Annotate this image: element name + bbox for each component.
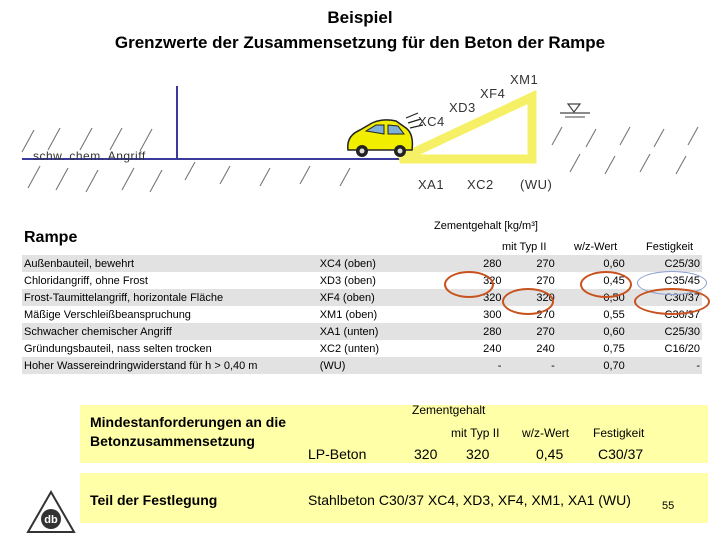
header-wz: w/z-Wert [574,241,618,253]
exposure-label-xd3: XD3 [449,100,476,115]
min-requirements-label-1: Mindestanforderungen an die [90,414,287,430]
exposure-label-xf4: XF4 [480,86,506,101]
summary-header-wz: w/z-Wert [522,426,570,440]
ramp-diagram [0,0,720,220]
car-icon [348,113,423,157]
exposure-label-xc2: XC2 [467,177,494,192]
table-row: Schwacher chemischer Angriff XA1 (unten) 280 270 0,60 C25/30 [22,323,702,340]
water-level-icon [568,104,580,112]
summary-wz-value: 0,45 [536,446,564,462]
exposure-label-xc4: XC4 [418,114,445,129]
svg-text:db: db [44,514,58,526]
highlight-ring-festigkeit [634,288,710,315]
exposure-label-xm1: XM1 [510,72,539,87]
table-title: Rampe [24,229,78,246]
summary-header-zement: Zementgehalt [412,403,486,417]
ground-label: schw. chem. Angriff [33,149,146,163]
table-row: Mäßige Verschleißbeanspruchung XM1 (oben) 300 270 0,55 C30/37 [24,308,700,321]
table-row: Chloridangriff, ohne Frost XD3 (oben) 320 270 0,45 C35/45 [24,274,700,287]
summary-typ2-value: 320 [466,446,490,462]
slide-subtitle: Grenzwerte der Zusammensetzung für den Beton der Rampe [114,33,606,52]
summary-header-festigkeit: Festigkeit [593,426,645,440]
table-row: Gründungsbauteil, nass selten trocken XC2 (unten) 240 240 0,75 C16/20 [24,342,700,355]
table-row: Hoher Wassereindringwiderstand für h > 0,40 m (WU) - - 0,70 - [22,357,702,374]
db-logo-icon [26,490,76,534]
table-row: Außenbauteil, bewehrt XC4 (oben) 280 270 0,60 C25/30 [22,255,702,272]
lp-beton-label: LP-Beton [308,446,367,462]
page-number: 55 [662,500,675,512]
table-row: Frost-Taumittelangriff, horizontale Fläche XF4 (oben) 320 320 0,50 C30/37 [22,289,702,306]
highlight-ring-wz [580,271,632,298]
specification-label: Teil der Festlegung [90,492,218,508]
header-typ2: mit Typ II [502,241,547,253]
exposure-label-xa1: XA1 [418,177,445,192]
slide-title: Beispiel [327,8,393,27]
highlight-ring-typ2 [502,288,554,315]
summary-header-typ2: mit Typ II [451,426,500,440]
summary-festigkeit-value: C30/37 [598,446,644,462]
exposure-label-wu: (WU) [520,177,553,192]
min-requirements-label-2: Betonzusammensetzung [90,433,255,449]
highlight-ring-zement [444,271,494,298]
header-zementgehalt: Zementgehalt [kg/m³] [434,220,538,232]
summary-zement-value: 320 [414,446,438,462]
header-festigkeit: Festigkeit [646,241,694,253]
specification-value: Stahlbeton C30/37 XC4, XD3, XF4, XM1, XA1 (WU) [308,492,631,508]
